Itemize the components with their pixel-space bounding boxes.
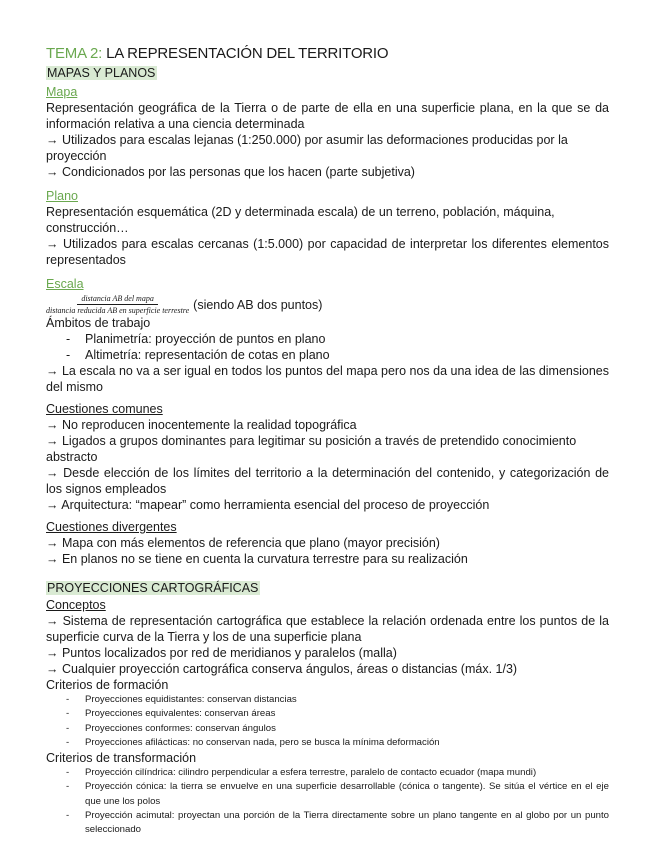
list-item: - Proyecciones equidistantes: conservan distancias [66, 693, 609, 707]
section-heading-proyecciones: PROYECCIONES CARTOGRÁFICAS [47, 581, 259, 595]
scale-fraction [46, 294, 189, 315]
divergentes-point-2: → En planos no se tiene en cuenta la curvatura terrestre para su realización [46, 552, 468, 566]
list-item: - Planimetría: proyección de puntos en plano [66, 331, 609, 347]
formacion-list [46, 693, 609, 750]
comunes-point-3: → Desde elección de los límites del territorio a la determinación del contenido, y categorización de los signos empleados [46, 466, 609, 496]
section-heading-mapas: MAPAS Y PLANOS [47, 66, 156, 80]
scale-numerator: distancia AB del mapa [77, 294, 158, 305]
divergentes-point-1: → Mapa con más elementos de referencia que plano (mayor precisión) [46, 536, 440, 550]
escala-conclusion: → La escala no va a ser igual en todos los puntos del mapa pero nos da una idea de las dimensiones del mismo [46, 364, 609, 394]
ambitos-list [46, 331, 609, 363]
subheading-plano: Plano [46, 189, 78, 203]
title-lead: TEMA 2: [46, 45, 103, 62]
title-rest: LA REPRESENTACIÓN DEL TERRITORIO [102, 45, 389, 62]
conceptos-point-2: → Puntos localizados por red de meridianos y paralelos (malla) [46, 646, 397, 660]
subheading-conceptos: Conceptos [46, 598, 106, 612]
list-item: - Proyección cónica: la tierra se envuelve en una superficie desarrollable (cónica o tangente). Se sitúa el vértice en el eje que une los polos [66, 780, 609, 809]
list-item: - Proyecciones conformes: conservan ángulos [66, 722, 609, 736]
comunes-point-2: → Ligados a grupos dominantes para legitimar su posición a través de pretendido conocimiento abstracto [46, 434, 577, 464]
scale-denominator: distancia reducida AB en superficie terrestre [46, 306, 190, 315]
scale-formula [46, 294, 609, 315]
list-item: - Proyecciones afilácticas: no conservan nada, pero se busca la mínima deformación [66, 736, 609, 750]
list-item: - Proyecciones equivalentes: conservan áreas [66, 707, 609, 721]
formacion-label: Criterios de formación [46, 678, 169, 692]
mapa-point-2: → Condicionados por las personas que los hacen (parte subjetiva) [46, 165, 415, 179]
comunes-point-1: → No reproducen inocentemente la realidad topográfica [46, 418, 357, 432]
page-title [46, 44, 609, 64]
comunes-point-4: → Arquitectura: “mapear” como herramienta esencial del proceso de proyección [46, 498, 490, 512]
list-item: - Proyección cilíndrica: cilindro perpendicular a esfera terrestre, paralelo de contacto ecuador (mapa mundi) [66, 766, 609, 780]
mapa-point-1: → Utilizados para escalas lejanas (1:250.000) por asumir las deformaciones producidas por la proyección [46, 133, 568, 163]
plano-definition: Representación esquemática (2D y determinada escala) de un terreno, población, máquina, construcción… [46, 205, 555, 235]
ambitos-label: Ámbitos de trabajo [46, 316, 151, 330]
transformacion-label: Criterios de transformación [46, 751, 197, 766]
subheading-mapa: Mapa [46, 85, 78, 99]
transformacion-list [46, 766, 609, 837]
mapa-definition: Representación geográfica de la Tierra o de parte de ella en una superficie plana, en la que se da información relativa a una ciencia determinada [46, 101, 609, 131]
subheading-comunes: Cuestiones comunes [46, 402, 163, 416]
conceptos-point-1: → Sistema de representación cartográfica que establece la relación ordenada entre los puntos de la superficie curva de la Tierra y los de una superficie plana [46, 614, 609, 644]
scale-note: (siendo AB dos puntos) [193, 297, 323, 312]
subheading-divergentes: Cuestiones divergentes [46, 520, 177, 534]
plano-point-1: → Utilizados para escalas cercanas (1:5.000) por capacidad de interpretar los diferentes elementos representados [46, 237, 609, 267]
conceptos-point-3: → Cualquier proyección cartográfica conserva ángulos, áreas o distancias (máx. 1/3) [46, 662, 518, 676]
list-item: - Altimetría: representación de cotas en plano [66, 347, 609, 363]
list-item: - Proyección acimutal: proyectan una porción de la Tierra directamente sobre un plano tangente en al globo por un punto seleccionado [66, 809, 609, 838]
subheading-escala: Escala [46, 277, 84, 291]
